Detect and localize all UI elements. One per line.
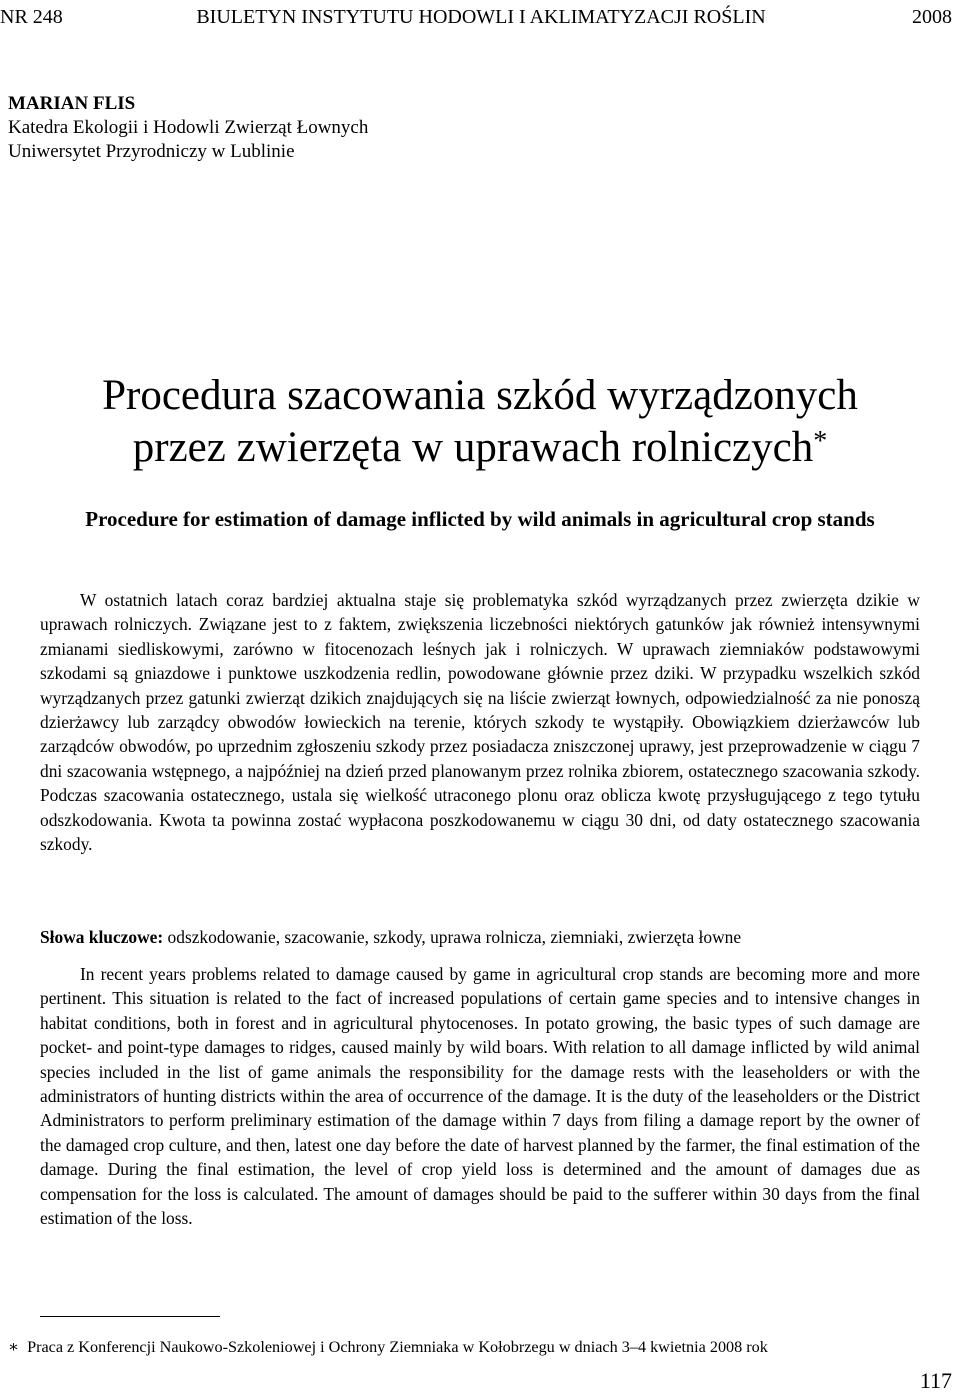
footnote-text: Praca z Konferencji Naukowo-Szkoleniowej i Ochrony Ziemniaka w Kołobrzegu w dniach 3–4 kwietnia 2008 rok — [27, 1338, 768, 1356]
page-number: 117 — [919, 1368, 952, 1393]
issue-number: NR 248 — [0, 6, 63, 28]
keywords — [40, 925, 940, 949]
title-english: Procedure for estimation of damage inflicted by wild animals in agricultural crop stands — [85, 507, 875, 531]
keywords-text: odszkodowanie, szacowanie, szkody, uprawa rolnicza, ziemniaki, zwierzęta łowne — [167, 927, 742, 947]
author-affiliation-department: Katedra Ekologii i Hodowli Zwierząt Łownych — [8, 117, 369, 138]
footnote-marker: ∗ — [8, 1338, 20, 1356]
journal-title: BIULETYN INSTYTUTU HODOWLI I AKLIMATYZACJI ROŚLIN — [196, 6, 766, 28]
title-polish-line-2-text: przez zwierzęta w uprawach rolniczych — [132, 424, 814, 471]
abstract-english-text: In recent years problems related to damage caused by game in agricultural crop stands are becoming more and more pertinent. This situation is related to the fact of increased populations of certain game species and to intensive changes in habitat conditions, both in forest and in agricultural phytocenoses. In potato growing, the basic types of such damage are pocket- and point-type damages to ridges, caused mainly by wild boars. With relation to all damage inflicted by wild animal species included in the list of game animals the responsibility for the damage rests with the leaseholders or with the administrators of hunting districts within the area of occurrence of the damage. It is the duty of the leaseholders or the District Administrators to perform preliminary estimation of the damage within 7 days from filing a damage report by the owner of the damaged crop culture, and then, latest one day before the date of harvest planned by the farmer, the final estimation of the damage. During the final estimation, the level of crop yield loss is determined and the amount of damages due as compensation for the loss is calculated. The amount of damages should be paid to the sufferer within 30 days from the final estimation of the loss. — [40, 964, 920, 1229]
title-polish-line-1-text: Procedura szacowania szkód wyrządzonych — [102, 372, 858, 419]
keywords-label: Słowa kluczowe: — [40, 927, 164, 947]
running-head — [0, 2, 952, 32]
author-block — [8, 92, 368, 164]
issue-year: 2008 — [912, 6, 952, 28]
author-name: MARIAN FLIS — [8, 93, 136, 114]
footnote — [8, 1336, 768, 1358]
author-affiliation-university: Uniwersytet Przyrodniczy w Lublinie — [8, 141, 295, 162]
title-footnote-marker: * — [813, 426, 828, 457]
abstract-polish — [40, 588, 920, 856]
footnote-separator — [40, 1316, 220, 1317]
title-polish-line-1 — [0, 370, 960, 422]
abstract-english — [40, 962, 920, 1230]
title-polish-line-2 — [0, 422, 960, 474]
abstract-polish-text: W ostatnich latach coraz bardziej aktualna staje się problematyka szkód wyrządzanych przez zwierzęta dzikie w uprawach rolniczych. Związane jest to z faktem, zwiększenia liczebności niektórych gatunków jak również intensywnymi zmianami siedliskowymi, zarówno w fitocenozach leśnych jak i rolniczych. W uprawach ziemniaków podstawowymi szkodami są gniazdowe i punktowe uszkodzenia redlin, powodowane głównie przez dziki. W przypadku wszelkich szkód wyrządzanych przez gatunki zwierząt dzikich znajdujących się na liście zwierząt łownych, odpowiedzialność za nie ponoszą dzierżawcy lub zarządcy obwodów łowieckich na terenie, których szkody te wystąpiły. Obowiązkiem dzierżawców lub zarządców obwodów, po uprzednim zgłoszeniu szkody przez posiadacza zniszczonej uprawy, jest przeprowadzenie w ciągu 7 dni szacowania wstępnego, a najpóźniej na dzień przed planowanym przez rolnika zbiorem, ostatecznego szacowania szkody. Podczas szacowania ostatecznego, ustala się wielkość utraconego plonu oraz oblicza kwotę przysługującego z tego tytułu odszkodowania. Kwota ta powinna zostać wypłacona poszkodowanemu w ciągu 30 dni, od daty ostatecznego szacowania szkody. — [40, 590, 920, 855]
